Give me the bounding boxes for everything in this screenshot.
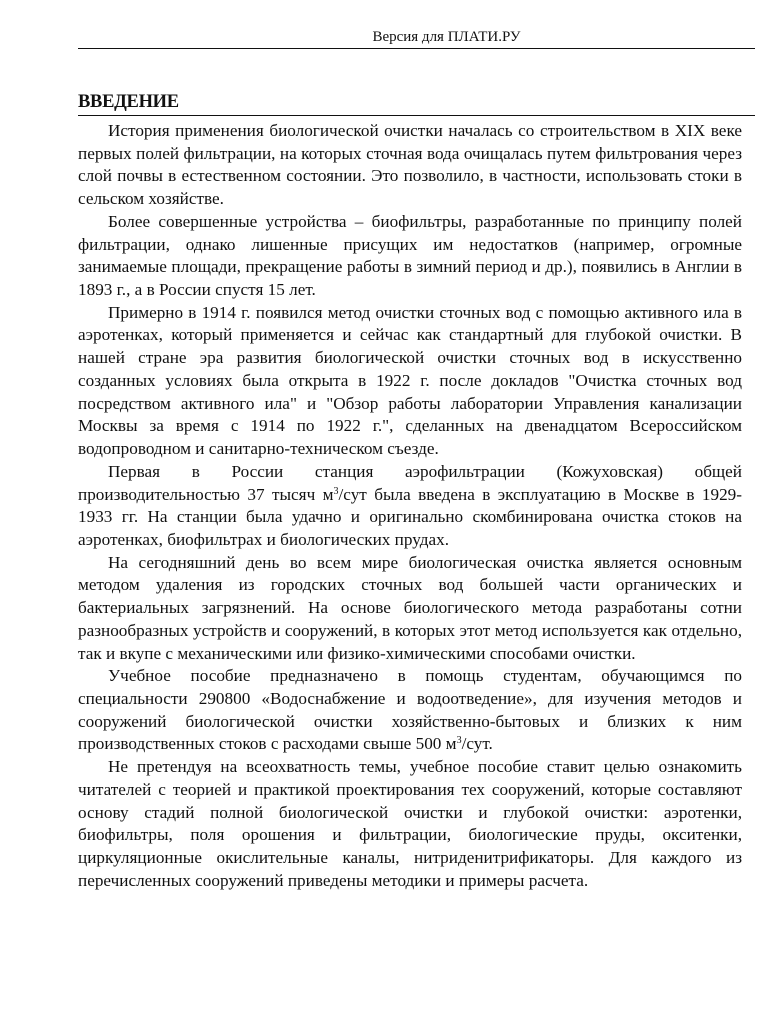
paragraph-biofilters: Более совершенные устройства – биофильтры, разработанные по принципу полей фильтрации, однако лишенные присущих им недостатков (например, огромные занимаемые площади, прекращение работы в зимний период и др.), появились в Англии в 1893 г., а в России спустя 15 лет. [78, 211, 742, 300]
paragraph-scope: Не претендуя на всеохватность темы, учебное пособие ставит целью ознакомить читателей с теорией и практикой проектирования тех сооружений, которые составляют основу стадий полной биологической очистки и глубокой очистки: аэротенки, биофильтры, поля орошения и фильтрации, биологические пруды, окситенки, циркуляционные окислительные каналы, нитриденитрификаторы. Для каждого из перечисленных сооружений приведены методики и примеры расчета. [78, 757, 742, 890]
paragraph-activated-sludge: Примерно в 1914 г. появился метод очистки сточных вод с помощью активного ила в аэротенках, который применяется и сейчас как стандартный для глубокой очистки. В нашей стране эра развития биологической очистки сточных вод в искусственно созданных условиях была открыта в 1922 г. после докладов "Очистка сточных вод посредством активного ила" и "Обзор работы лаборатории Управления канализации Москвы за время с 1914 по 1922 г.", сделанных на двенадцатом Всероссийском водопроводном и санитарно-техническом съезде. [78, 302, 742, 459]
running-header-title: Версия для ПЛАТИ.РУ [372, 29, 521, 45]
section-heading [78, 91, 755, 116]
paragraph-purpose [78, 665, 742, 756]
paragraph-today: На сегодняшний день во всем мире биологическая очистка является основным методом удаления из городских сточных вод большей части органических и бактериальных загрязнений. На основе биологического метода разработаны сотни разнообразных устройств и сооружений, в которых этот метод используется как отдельно, так и вкупе с механическими или физико-химическими способами очистки. [78, 552, 742, 663]
paragraph-purpose-after: /сут. [461, 734, 493, 754]
paragraph-first-station-after: /сут была введена в эксплуатацию в Москве в 1929-1933 гг. На станции была удачно и оригинально скомбинирована очистка стоков на аэротенках, биофильтрах и биологических прудах. [78, 484, 743, 549]
body-text [78, 120, 742, 892]
section-title: ВВЕДЕНИЕ [78, 92, 179, 112]
superscript-cubic: 3 [333, 485, 339, 497]
paragraph-history: История применения биологической очистки началась со строительством в XIX веке первых полей фильтрации, на которых сточная вода очищалась путем фильтрования через слой почвы в естественном состоянии. Это позволило, в частности, использовать стоки в сельском хозяйстве. [78, 121, 742, 209]
paragraph-purpose-before: Учебное пособие предназначено в помощь студентам, обучающимся по специальности 290800 «Водоснабжение и водоотведение», для изучения методов и сооружений биологической очистки хозяйственно-бытовых и близких к ним производственных стоков с расходами свыше 500 м [78, 666, 742, 754]
superscript-cubic: 3 [456, 735, 462, 747]
paragraph-first-station-before: Первая в России станция аэрофильтрации (Кожуховская) общей производительностью 37 тысяч м [78, 461, 742, 504]
paragraph-first-station [78, 461, 742, 552]
running-header [78, 28, 755, 49]
